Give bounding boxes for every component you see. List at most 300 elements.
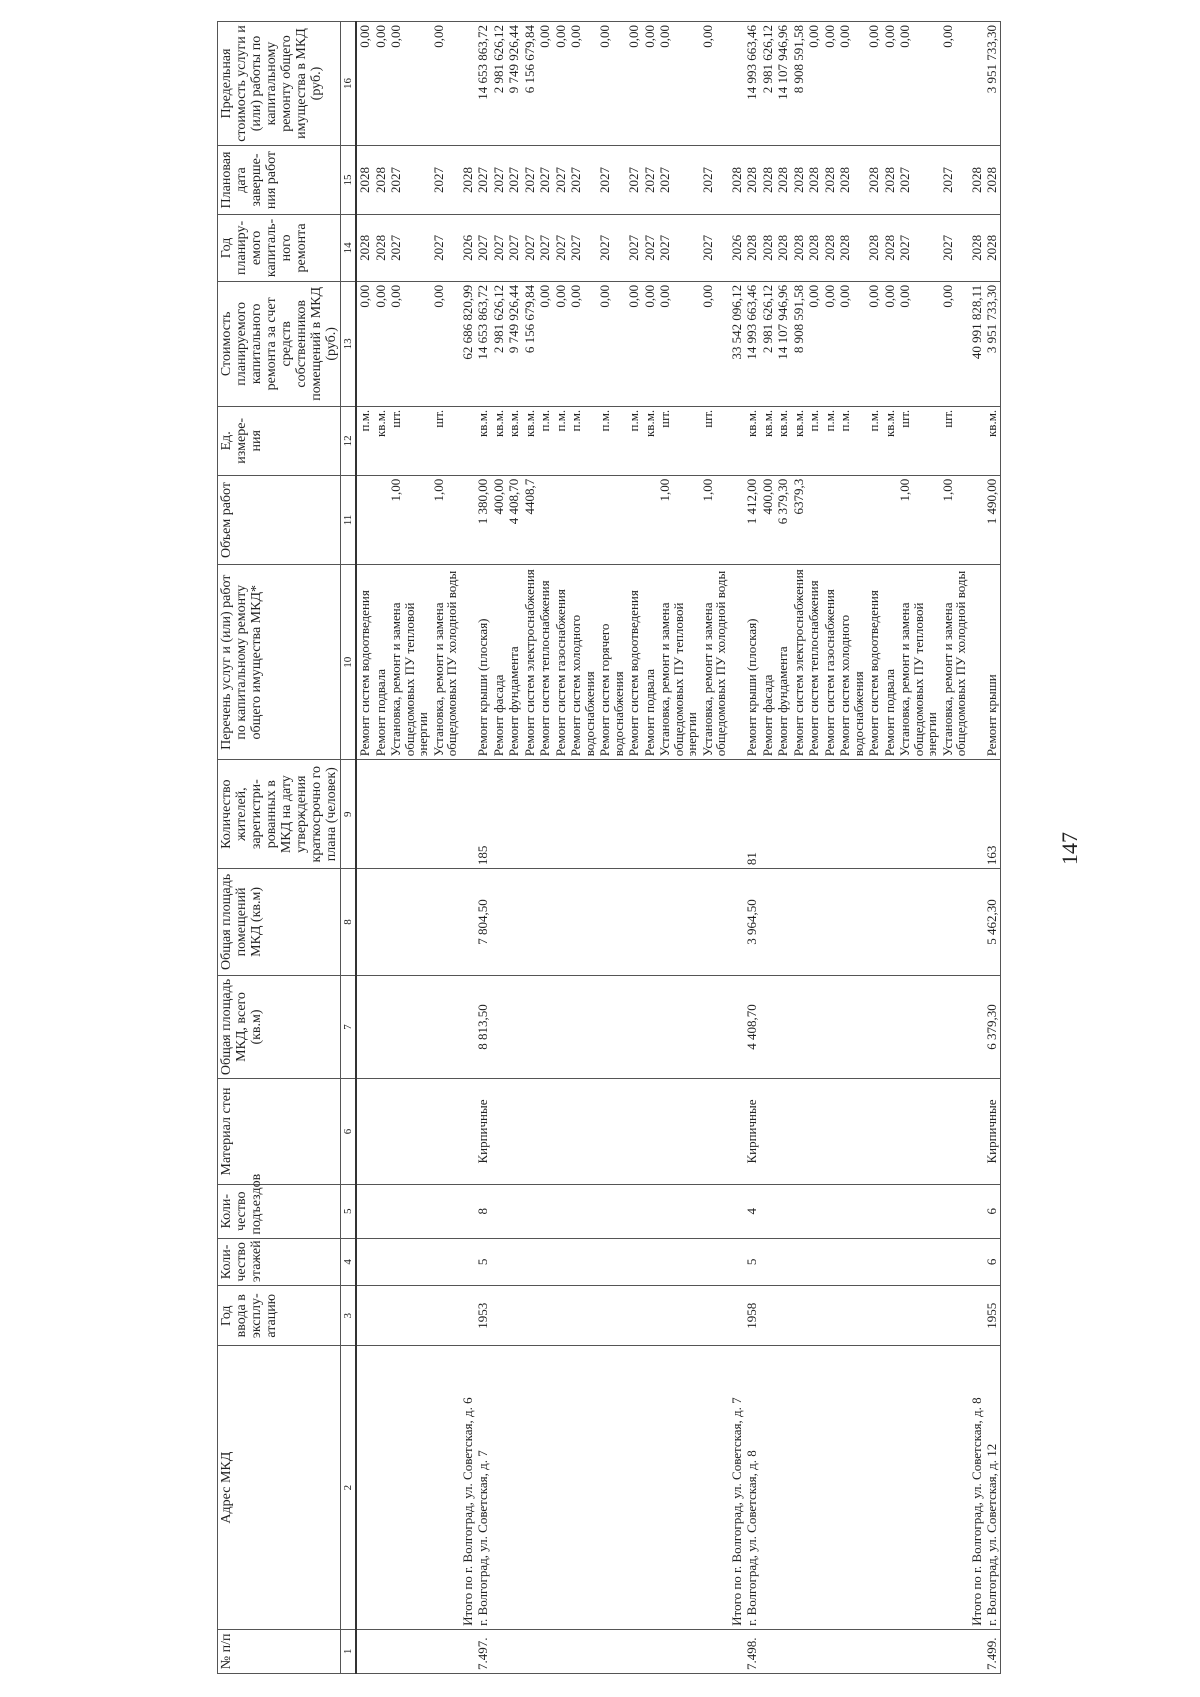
- entrances-cell: [969, 1184, 985, 1238]
- completion-date-cell: 2027: [491, 146, 507, 215]
- entrances-cell: [356, 1184, 373, 1238]
- wall-material-cell: [940, 1079, 969, 1185]
- floors-cell: [791, 1238, 807, 1285]
- unit-cell: шт.: [940, 406, 969, 475]
- work-type-cell: Ремонт систем водоотведения: [626, 565, 642, 760]
- work-volume-cell: 400,00: [760, 475, 776, 564]
- premises-area-cell: [642, 869, 658, 976]
- premises-area-cell: [866, 869, 882, 976]
- year-built-cell: [460, 1286, 476, 1346]
- repair-year-cell: 2028: [373, 215, 389, 282]
- planned-cost-cell: 0,00: [642, 281, 658, 406]
- work-volume-cell: 1,00: [431, 475, 460, 564]
- unit-cell: п.м.: [626, 406, 642, 475]
- column-number: 3: [341, 1286, 357, 1346]
- total-area-cell: [822, 975, 838, 1078]
- premises-area-cell: [729, 869, 745, 976]
- wall-material-cell: [356, 1079, 373, 1185]
- address-cell: [657, 1346, 700, 1629]
- wall-material-cell: [866, 1079, 882, 1185]
- column-number-row: [341, 22, 357, 1674]
- address-cell: [700, 1346, 729, 1629]
- planned-cost-cell: 3 951 733,30: [984, 281, 1000, 406]
- residents-cell: [388, 760, 431, 869]
- row-number-cell: 7.499.: [984, 1629, 1000, 1673]
- year-built-cell: [866, 1286, 882, 1346]
- residents-cell: 163: [984, 760, 1000, 869]
- work-volume-cell: [806, 475, 822, 564]
- address-cell: [806, 1346, 822, 1629]
- floors-cell: [775, 1238, 791, 1285]
- row-number-cell: [388, 1629, 431, 1673]
- address-cell: [506, 1346, 522, 1629]
- max-cost-cell: 0,00: [822, 22, 838, 146]
- total-area-cell: [866, 975, 882, 1078]
- unit-cell: кв.м.: [791, 406, 807, 475]
- entrances-cell: [760, 1184, 776, 1238]
- year-built-cell: 1955: [984, 1286, 1000, 1346]
- work-type-cell: Ремонт фасада: [491, 565, 507, 760]
- planned-cost-cell: 0,00: [866, 281, 882, 406]
- total-area-cell: [373, 975, 389, 1078]
- work-type-cell: Ремонт систем газоснабжения: [553, 565, 569, 760]
- total-row: [460, 22, 476, 1674]
- unit-cell: шт.: [388, 406, 431, 475]
- work-type-cell: Ремонт крыши (плоская): [475, 565, 491, 760]
- column-header: Адрес МКД: [218, 1346, 341, 1629]
- unit-cell: [969, 406, 985, 475]
- column-number: 1: [341, 1629, 357, 1673]
- planned-cost-cell: 2 981 626,12: [760, 281, 776, 406]
- wall-material-cell: [431, 1079, 460, 1185]
- column-header: Общая площадь МКД, всего (кв.м): [218, 975, 341, 1078]
- max-cost-cell: 0,00: [568, 22, 597, 146]
- work-volume-cell: 1 412,00: [744, 475, 760, 564]
- premises-area-cell: [806, 869, 822, 976]
- completion-date-cell: 2027: [700, 146, 729, 215]
- repair-year-cell: 2028: [806, 215, 822, 282]
- row-number-cell: [642, 1629, 658, 1673]
- max-cost-cell: 8 908 591,58: [791, 22, 807, 146]
- work-type-cell: Установка, ремонт и замена общедомовых ПУ холодной воды: [700, 565, 729, 760]
- address-cell: [431, 1346, 460, 1629]
- address-cell: [388, 1346, 431, 1629]
- residents-cell: [866, 760, 882, 869]
- row-number-cell: 7.498.: [744, 1629, 760, 1673]
- row-number-cell: [522, 1629, 538, 1673]
- year-built-cell: [522, 1286, 538, 1346]
- floors-cell: 5: [475, 1238, 491, 1285]
- wall-material-cell: Кирпичные: [984, 1079, 1000, 1185]
- wall-material-cell: [460, 1079, 476, 1185]
- planned-cost-cell: 62 686 820,99: [460, 281, 476, 406]
- premises-area-cell: [460, 869, 476, 976]
- year-built-cell: [626, 1286, 642, 1346]
- work-type-cell: [729, 565, 745, 760]
- year-built-cell: [642, 1286, 658, 1346]
- house-row: [984, 22, 1000, 1674]
- column-header: Предельная стоимость услуги и (или) работы по капитальному ремонту общего имущества в МКД (руб.): [218, 22, 341, 146]
- unit-cell: кв.м.: [744, 406, 760, 475]
- work-row: [431, 22, 460, 1674]
- wall-material-cell: [897, 1079, 940, 1185]
- work-volume-cell: 1,00: [700, 475, 729, 564]
- entrances-cell: [837, 1184, 866, 1238]
- repair-year-cell: 2028: [775, 215, 791, 282]
- unit-cell: шт.: [431, 406, 460, 475]
- completion-date-cell: 2027: [431, 146, 460, 215]
- work-row: [642, 22, 658, 1674]
- work-type-cell: Ремонт систем газоснабжения: [822, 565, 838, 760]
- max-cost-cell: 0,00: [537, 22, 553, 146]
- work-volume-cell: 1,00: [388, 475, 431, 564]
- max-cost-cell: 14 653 863,72: [475, 22, 491, 146]
- residents-cell: 185: [475, 760, 491, 869]
- work-volume-cell: 1 380,00: [475, 475, 491, 564]
- repair-year-cell: 2027: [475, 215, 491, 282]
- max-cost-cell: 0,00: [597, 22, 626, 146]
- entrances-cell: 8: [475, 1184, 491, 1238]
- planned-cost-cell: 0,00: [897, 281, 940, 406]
- row-number-cell: [837, 1629, 866, 1673]
- wall-material-cell: [882, 1079, 898, 1185]
- address-cell: [553, 1346, 569, 1629]
- completion-date-cell: 2028: [744, 146, 760, 215]
- planned-cost-cell: 0,00: [356, 281, 373, 406]
- total-area-cell: [775, 975, 791, 1078]
- year-built-cell: [491, 1286, 507, 1346]
- wall-material-cell: [491, 1079, 507, 1185]
- repair-year-cell: 2028: [760, 215, 776, 282]
- work-volume-cell: 1,00: [657, 475, 700, 564]
- premises-area-cell: [837, 869, 866, 976]
- max-cost-cell: 0,00: [553, 22, 569, 146]
- work-volume-cell: [642, 475, 658, 564]
- entrances-cell: [460, 1184, 476, 1238]
- max-cost-cell: 2 981 626,12: [491, 22, 507, 146]
- row-number-cell: [760, 1629, 776, 1673]
- total-area-cell: [506, 975, 522, 1078]
- work-volume-cell: [373, 475, 389, 564]
- wall-material-cell: [729, 1079, 745, 1185]
- work-row: [882, 22, 898, 1674]
- wall-material-cell: [506, 1079, 522, 1185]
- entrances-cell: [940, 1184, 969, 1238]
- floors-cell: [568, 1238, 597, 1285]
- row-number-cell: 7.497.: [475, 1629, 491, 1673]
- total-row: [969, 22, 985, 1674]
- work-row: [775, 22, 791, 1674]
- completion-date-cell: 2028: [806, 146, 822, 215]
- premises-area-cell: [568, 869, 597, 976]
- unit-cell: кв.м.: [882, 406, 898, 475]
- premises-area-cell: [775, 869, 791, 976]
- house-row: [475, 22, 491, 1674]
- total-area-cell: [791, 975, 807, 1078]
- work-row: [568, 22, 597, 1674]
- residents-cell: [775, 760, 791, 869]
- completion-date-cell: 2027: [553, 146, 569, 215]
- residents-cell: [522, 760, 538, 869]
- row-number-cell: [657, 1629, 700, 1673]
- column-number: 16: [341, 22, 357, 146]
- completion-date-cell: 2027: [522, 146, 538, 215]
- repair-year-cell: 2028: [882, 215, 898, 282]
- address-cell: [822, 1346, 838, 1629]
- planned-cost-cell: 0,00: [882, 281, 898, 406]
- column-number: 13: [341, 281, 357, 406]
- repair-year-cell: 2028: [984, 215, 1000, 282]
- row-number-cell: [729, 1629, 745, 1673]
- max-cost-cell: 0,00: [700, 22, 729, 146]
- address-cell: Итого по г. Волгоград, ул. Советская, д. 6: [460, 1346, 476, 1629]
- work-type-cell: Установка, ремонт и замена общедомовых ПУ тепловой энергии: [388, 565, 431, 760]
- max-cost-cell: 0,00: [657, 22, 700, 146]
- repair-year-cell: 2027: [568, 215, 597, 282]
- column-header: Коли-чество подъездов: [218, 1184, 341, 1238]
- column-header: Материал стен: [218, 1079, 341, 1185]
- column-number: 12: [341, 406, 357, 475]
- address-cell: [642, 1346, 658, 1629]
- total-area-cell: [760, 975, 776, 1078]
- work-volume-cell: [822, 475, 838, 564]
- work-row: [491, 22, 507, 1674]
- row-number-cell: [568, 1629, 597, 1673]
- work-row: [822, 22, 838, 1674]
- year-built-cell: [822, 1286, 838, 1346]
- entrances-cell: [597, 1184, 626, 1238]
- completion-date-cell: 2028: [984, 146, 1000, 215]
- work-volume-cell: 6379,3: [791, 475, 807, 564]
- house-row: [744, 22, 760, 1674]
- unit-cell: кв.м.: [522, 406, 538, 475]
- row-number-cell: [806, 1629, 822, 1673]
- floors-cell: [806, 1238, 822, 1285]
- wall-material-cell: [822, 1079, 838, 1185]
- column-header: Перечень услуг и (или) работ по капитальному ремонту общего имущества МКД*: [218, 565, 341, 760]
- planned-cost-cell: 8 908 591,58: [791, 281, 807, 406]
- row-number-cell: [791, 1629, 807, 1673]
- floors-cell: [837, 1238, 866, 1285]
- completion-date-cell: 2028: [866, 146, 882, 215]
- repair-year-cell: 2027: [388, 215, 431, 282]
- work-row: [626, 22, 642, 1674]
- total-area-cell: [537, 975, 553, 1078]
- residents-cell: [882, 760, 898, 869]
- completion-date-cell: 2028: [729, 146, 745, 215]
- completion-date-cell: 2028: [837, 146, 866, 215]
- capital-repair-table: [217, 21, 1001, 1674]
- planned-cost-cell: 0,00: [657, 281, 700, 406]
- floors-cell: [626, 1238, 642, 1285]
- column-header: Год ввода в эксплу-атацию: [218, 1286, 341, 1346]
- work-type-cell: Ремонт фундамента: [506, 565, 522, 760]
- repair-year-cell: 2028: [969, 215, 985, 282]
- row-number-cell: [553, 1629, 569, 1673]
- max-cost-cell: 2 981 626,12: [760, 22, 776, 146]
- completion-date-cell: 2028: [775, 146, 791, 215]
- residents-cell: [356, 760, 373, 869]
- address-cell: [373, 1346, 389, 1629]
- total-area-cell: [522, 975, 538, 1078]
- year-built-cell: 1953: [475, 1286, 491, 1346]
- residents-cell: [373, 760, 389, 869]
- completion-date-cell: 2027: [940, 146, 969, 215]
- unit-cell: [460, 406, 476, 475]
- unit-cell: п.м.: [356, 406, 373, 475]
- floors-cell: [700, 1238, 729, 1285]
- total-area-cell: [969, 975, 985, 1078]
- work-row: [837, 22, 866, 1674]
- total-area-cell: [626, 975, 642, 1078]
- planned-cost-cell: 0,00: [373, 281, 389, 406]
- work-row: [700, 22, 729, 1674]
- completion-date-cell: 2028: [356, 146, 373, 215]
- repair-year-cell: 2028: [744, 215, 760, 282]
- max-cost-cell: 0,00: [373, 22, 389, 146]
- planned-cost-cell: 0,00: [388, 281, 431, 406]
- repair-year-cell: 2027: [940, 215, 969, 282]
- premises-area-cell: [356, 869, 373, 976]
- planned-cost-cell: 14 107 946,96: [775, 281, 791, 406]
- work-type-cell: Установка, ремонт и замена общедомовых ПУ тепловой энергии: [897, 565, 940, 760]
- address-cell: [760, 1346, 776, 1629]
- column-header: Плановая дата заверше-ния работ: [218, 146, 341, 215]
- total-area-cell: [729, 975, 745, 1078]
- work-type-cell: Ремонт систем теплоснабжения: [537, 565, 553, 760]
- wall-material-cell: [597, 1079, 626, 1185]
- work-type-cell: Установка, ремонт и замена общедомовых ПУ холодной воды: [940, 565, 969, 760]
- completion-date-cell: 2028: [791, 146, 807, 215]
- year-built-cell: [373, 1286, 389, 1346]
- entrances-cell: [431, 1184, 460, 1238]
- max-cost-cell: 0,00: [897, 22, 940, 146]
- address-cell: [866, 1346, 882, 1629]
- year-built-cell: [791, 1286, 807, 1346]
- unit-cell: п.м.: [866, 406, 882, 475]
- completion-date-cell: 2027: [897, 146, 940, 215]
- planned-cost-cell: 0,00: [568, 281, 597, 406]
- column-number: 4: [341, 1238, 357, 1285]
- residents-cell: [568, 760, 597, 869]
- floors-cell: [356, 1238, 373, 1285]
- row-number-cell: [700, 1629, 729, 1673]
- work-type-cell: Ремонт фундамента: [775, 565, 791, 760]
- floors-cell: [729, 1238, 745, 1285]
- row-number-cell: [373, 1629, 389, 1673]
- work-row: [866, 22, 882, 1674]
- repair-year-cell: 2026: [729, 215, 745, 282]
- repair-year-cell: 2027: [597, 215, 626, 282]
- entrances-cell: [537, 1184, 553, 1238]
- wall-material-cell: [969, 1079, 985, 1185]
- premises-area-cell: [700, 869, 729, 976]
- address-cell: Итого по г. Волгоград, ул. Советская, д. 7: [729, 1346, 745, 1629]
- work-row: [597, 22, 626, 1674]
- work-type-cell: [969, 565, 985, 760]
- residents-cell: [657, 760, 700, 869]
- total-area-cell: 4 408,70: [744, 975, 760, 1078]
- completion-date-cell: 2028: [373, 146, 389, 215]
- planned-cost-cell: 0,00: [597, 281, 626, 406]
- row-number-cell: [866, 1629, 882, 1673]
- residents-cell: [760, 760, 776, 869]
- wall-material-cell: [522, 1079, 538, 1185]
- total-area-cell: [388, 975, 431, 1078]
- work-volume-cell: [568, 475, 597, 564]
- work-volume-cell: 4408,7: [522, 475, 538, 564]
- work-row: [940, 22, 969, 1674]
- wall-material-cell: [373, 1079, 389, 1185]
- residents-cell: [460, 760, 476, 869]
- work-volume-cell: 4 408,70: [506, 475, 522, 564]
- column-header: Объем работ: [218, 475, 341, 564]
- planned-cost-cell: 9 749 926,44: [506, 281, 522, 406]
- year-built-cell: [568, 1286, 597, 1346]
- entrances-cell: [729, 1184, 745, 1238]
- completion-date-cell: 2027: [537, 146, 553, 215]
- repair-year-cell: 2026: [460, 215, 476, 282]
- repair-year-cell: 2027: [506, 215, 522, 282]
- work-type-cell: Ремонт подвала: [882, 565, 898, 760]
- completion-date-cell: 2028: [969, 146, 985, 215]
- wall-material-cell: Кирпичные: [475, 1079, 491, 1185]
- address-cell: [837, 1346, 866, 1629]
- planned-cost-cell: 33 542 096,12: [729, 281, 745, 406]
- column-number: 7: [341, 975, 357, 1078]
- max-cost-cell: 0,00: [837, 22, 866, 146]
- work-volume-cell: [729, 475, 745, 564]
- floors-cell: [491, 1238, 507, 1285]
- unit-cell: п.м.: [837, 406, 866, 475]
- wall-material-cell: [657, 1079, 700, 1185]
- total-area-cell: [700, 975, 729, 1078]
- entrances-cell: [506, 1184, 522, 1238]
- work-type-cell: Установка, ремонт и замена общедомовых ПУ холодной воды: [431, 565, 460, 760]
- address-cell: г. Волгоград, ул. Советская, д. 8: [744, 1346, 760, 1629]
- entrances-cell: [491, 1184, 507, 1238]
- year-built-cell: [729, 1286, 745, 1346]
- year-built-cell: [882, 1286, 898, 1346]
- max-cost-cell: 0,00: [882, 22, 898, 146]
- wall-material-cell: [626, 1079, 642, 1185]
- residents-cell: [506, 760, 522, 869]
- table-header-row: [218, 22, 341, 1674]
- wall-material-cell: [760, 1079, 776, 1185]
- planned-cost-cell: 0,00: [837, 281, 866, 406]
- row-number-cell: [822, 1629, 838, 1673]
- completion-date-cell: 2028: [822, 146, 838, 215]
- floors-cell: 6: [984, 1238, 1000, 1285]
- work-volume-cell: 1,00: [940, 475, 969, 564]
- address-cell: [897, 1346, 940, 1629]
- work-volume-cell: 1 490,00: [984, 475, 1000, 564]
- total-area-cell: [897, 975, 940, 1078]
- unit-cell: кв.м.: [760, 406, 776, 475]
- planned-cost-cell: 6 156 679,84: [522, 281, 538, 406]
- entrances-cell: [522, 1184, 538, 1238]
- unit-cell: п.м.: [806, 406, 822, 475]
- column-header: № п/п: [218, 1629, 341, 1673]
- planned-cost-cell: 14 993 663,46: [744, 281, 760, 406]
- residents-cell: 81: [744, 760, 760, 869]
- row-number-cell: [460, 1629, 476, 1673]
- floors-cell: [460, 1238, 476, 1285]
- total-area-cell: 6 379,30: [984, 975, 1000, 1078]
- completion-date-cell: 2027: [388, 146, 431, 215]
- year-built-cell: [431, 1286, 460, 1346]
- completion-date-cell: 2027: [657, 146, 700, 215]
